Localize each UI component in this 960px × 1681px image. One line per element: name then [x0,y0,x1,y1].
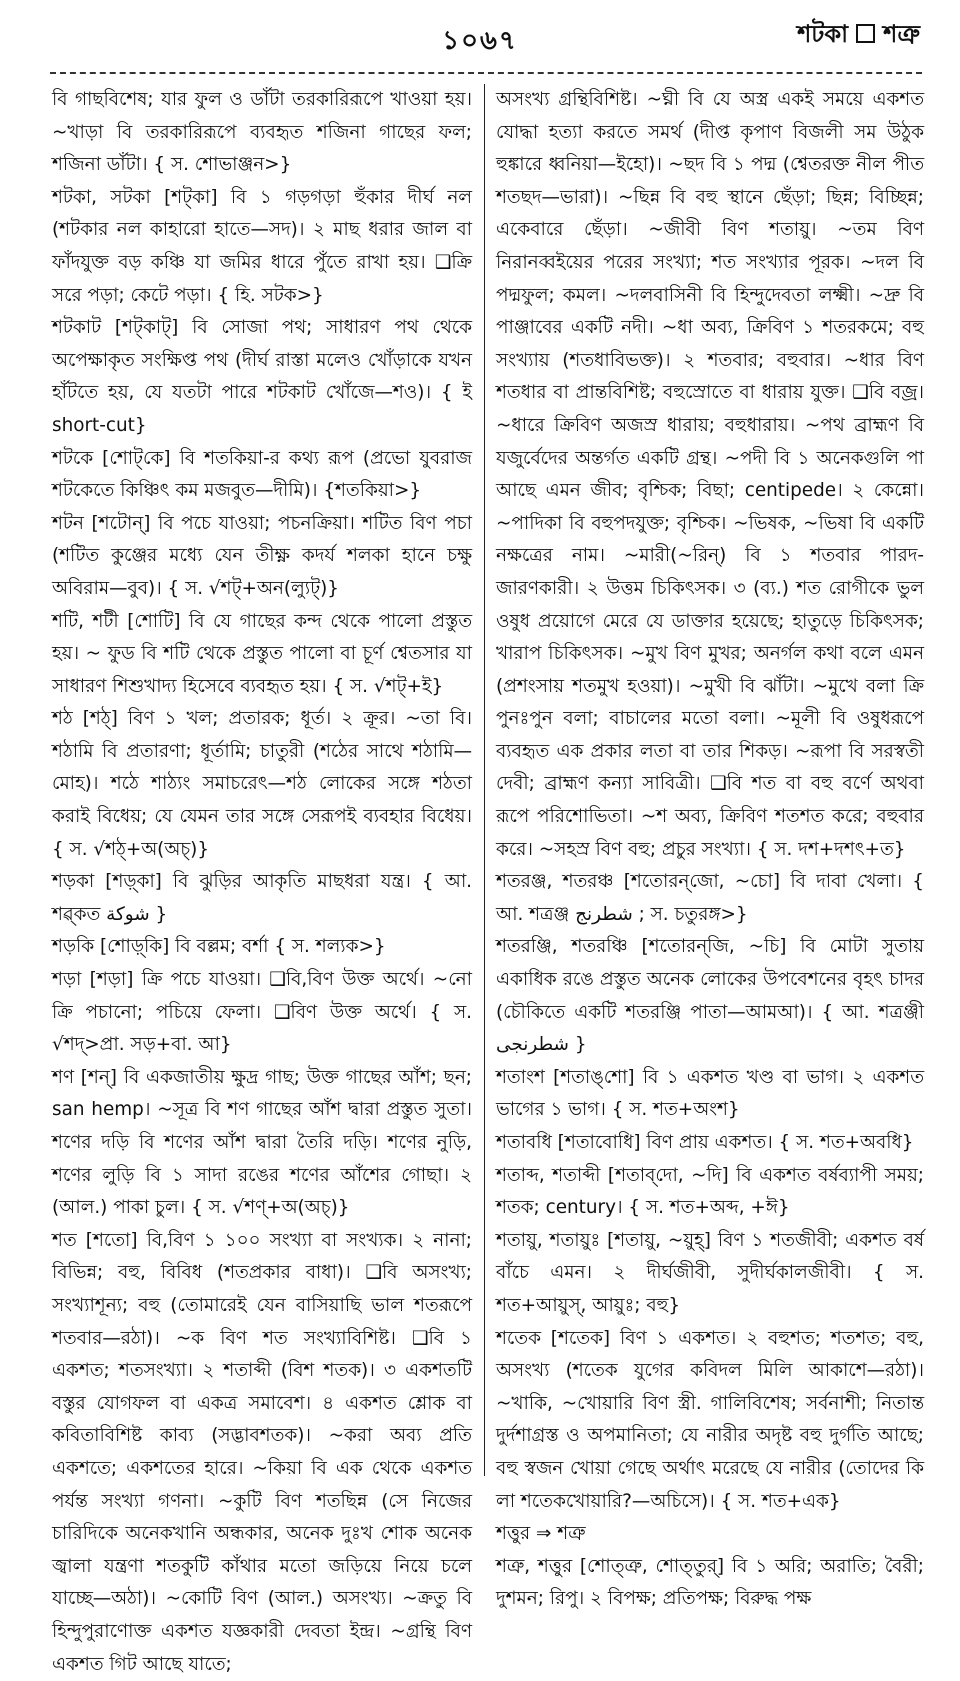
dictionary-entry: শতরঞ্জি, শতরঞ্চি [শতোরন্‌জি, ~চি] বি মোটা সুতায় একাধিক রঙে প্রস্তুত অনেক লোকের উপবেশনের বৃহৎ চাদর (চৌকিতে একটি শতরঞ্জি পাতা—আমআ)। { আ. শত্রঞ্জী شطرنجى } [496,936,924,1056]
column-divider [484,84,485,1476]
header-rule [50,72,922,74]
page-number: ১০৬৭ [442,26,518,56]
dictionary-entry: শত্তুর ⇒ শত্রু [496,1523,586,1545]
dictionary-entry: বি গাছবিশেষ; যার ফুল ও ডাঁটা তরকারিরূপে খাওয়া হয়। ~খাড়া বি তরকারিরূপে ব্যবহৃত শজিনা গাছের ফল; শজিনা ডাঁটা। { স. শোভাঞ্জন>} [52,89,472,176]
dictionary-entry: শতেক [শতেক] বিণ ১ একশত। ২ বহুশত; শতশত; বহু, অসংখ্য (শতেক যুগের কবিদল মিলি আকাশে—রঠা)। ~খাকি, ~খোয়ারি বিণ স্ত্রী. গালিবিশেষ; সর্বনাশী; নিতান্ত দুর্দশাগ্রস্ত ও অপমানিতা; যে নারীর অদৃষ্ট বহু দুর্গতি আছে; বহু স্বজন খোয়া গেছে অর্থাৎ মরেছে যে নারীর (তোদের কি লা শতেকখোয়ারি?—অচিসে)। { স. শত+এক} [496,1327,924,1512]
dictionary-entry: শতাব্দ, শতাব্দী [শতাব্‌দো, ~দি] বি একশত বর্ষব্যাপী সময়; শতক; century। { স. শত+অব্দ, +ঈ} [496,1164,924,1219]
dictionary-entry: শত্রু, শত্তুর [শোত্‌ত্রু, শোত্‌তুর্‌] বি ১ অরি; অরাতি; বৈরী; দুশমন; রিপু। ২ বিপক্ষ; প্রতিপক্ষ; বিরুদ্ধ পক্ষ [496,1555,924,1610]
dictionary-entry: অসংখ্য গ্রন্থিবিশিষ্ট। ~ঘ্নী বি যে অস্ত্র একই সময়ে একশত যোদ্ধা হত্যা করতে সমর্থ (দীপ্ত কৃপাণ বিজলী সম উঠুক হুঙ্কারে ধ্বনিয়া—ইহো)। ~ছদ বি ১ পদ্ম (শ্বেতরক্ত নীল পীত শতছদ—ভারা)। ~ছিন্ন বি বহু স্থানে ছেঁড়া; ছিন্ন; বিচ্ছিন্ন; একেবারে ছেঁড়া। ~জীবী বিণ শতায়ু। ~তম বিণ নিরানব্বইয়ের পরের সংখ্যা; শত সংখ্যার পূরক। ~দল বি পদ্মফুল; কমল। ~দলবাসিনী বি হিন্দুদেবতা লক্ষ্মী। ~দ্রু বি পাঞ্জাবের একটি নদী। ~ধা অব্য, ক্রিবিণ ১ শতরকমে; বহু সংখ্যায় (শতধাবিভক্ত)। ২ শতবার; বহুবার। ~ধার বিণ শতধার বা প্রান্তবিশিষ্ট; বহুস্রোতে বা ধারায় যুক্ত। ❑বি বজ্র। ~ধারে ক্রিবিণ অজস্র ধারায়; বহুধারায়। ~পথ ব্রাহ্মণ বি যজুর্বেদের অন্তর্গত একটি গ্রন্থ। ~পদী বি ১ অনেকগুলি পা আছে এমন জীব; বৃশ্চিক; বিছা; centipede। ২ কেন্নো। ~পাদিকা বি বহুপদযুক্ত; বৃশ্চিক। ~ভিষক, ~ভিষা বি একটি নক্ষত্রের নাম। ~মারী(~রিন্‌) বি ১ শতবার পারদ-জারণকারী। ২ উত্তম চিকিৎসক। ৩ (ব্য.) শত রোগীকে ভুল ওষুধ প্রয়োগে মেরে যে ডাক্তার হয়েছে; হাতুড়ে চিকিৎসক; খারাপ চিকিৎসক। ~মুখ বিণ মুখর; অনর্গল কথা বলে এমন (প্রশংসায় শতমুখ হওয়া)। ~মুখী বি ঝাঁটা। ~মুখে বলা ক্রি পুনঃপুন বলা; বাচালের মতো বলা। ~মূলী বি ওষুধরূপে ব্যবহৃত এক প্রকার লতা বা তার শিকড়। ~রূপা বি সরস্বতী দেবী; ব্রাহ্মণ কন্যা সাবিত্রী। ❑বি শত বা বহু বর্ণে অথবা রূপে পরিশোভিতা। ~শ অব্য, ক্রিবিণ শতশত করে; বহুবার করে। ~সহস্র বিণ বহু; প্রচুর সংখ্যা। { স. দশ+দশৎ+ত} [496,89,924,860]
separator-box-icon [856,24,875,43]
dictionary-entry: শঠ [শঠ্‌] বিণ ১ খল; প্রতারক; ধূর্ত। ২ ক্রূর। ~তা বি। শঠামি বি প্রতারণা; ধূর্তামি; চাতুরী (শঠের সাথে শঠামি—মোহ)। শঠে শাঠ্যং সমাচরেৎ—শঠ লোকের সঙ্গে শঠতা করাই বিধেয়; যে যেমন তার সঙ্গে সেরূপই ব্যবহার বিধেয়। { স. √শঠ্‌+অ(অচ্‌)} [52,708,472,860]
guide-word-last: শত্রু [883,20,920,48]
dictionary-entry: শণ [শন্‌] বি একজাতীয় ক্ষুদ্র গাছ; উক্ত গাছের আঁশ; ছন; san hemp। ~সূত্র বি শণ গাছের আঁশ দ্বারা প্রস্তুত সুতা। শণের দড়ি বি শণের আঁশ দ্বারা তৈরি দড়ি। শণের নুড়ি, শণের লুড়ি বি ১ সাদা রঙের শণের আঁশের গোছা। ২ (আল.) পাকা চুল। { স. √শণ্‌+অ(অচ্‌)} [52,1066,472,1219]
guide-word-first: শটকা [797,20,849,48]
left-column [52,84,472,1675]
dictionary-entry: শতাবধি [শতাবোধি] বিণ প্রায় একশত। { স. শত+অবধি} [496,1132,914,1153]
dictionary-entry: শটকে [শোট্‌কে] বি শতকিয়া-র কথ্য রূপ (প্রভো যুবরাজ শটকেতে কিঞ্চিৎ কম মজবুত—দীমি)। {শতকিয়া>} [52,447,472,502]
dictionary-entry: শড়কি [শোড়্‌কি] বি বল্লম; বর্শা { স. শল্যক>} [52,936,386,958]
dictionary-entry: শতরঞ্জ, শতরঞ্চ [শতোরন্‌জো, ~চো] বি দাবা খেলা। { আ. শত্রঞ্জ شطرنج ; স. চতুরঙ্গ>} [496,871,924,925]
dictionary-entry: শটন [শটোন্‌] বি পচে যাওয়া; পচনক্রিয়া। শটিত বিণ পচা (শটিত কুঞ্জের মধ্যে যেন তীক্ষ্ণ কদর্য শলকা হানে চক্ষু অবিরাম—বুব)। { স. √শট্‌+অন(ল্যুট্‌)} [52,512,472,599]
dictionary-entry: শড়কা [শড়্‌কা] বি ঝুড়ির আকৃতি মাছধরা যন্ত্র। { আ. শৱ্কত شوكة } [52,871,472,925]
dictionary-entry: শটকাট [শট্‌কাট্‌] বি সোজা পথ; সাধারণ পথ থেকে অপেক্ষাকৃত সংক্ষিপ্ত পথ (দীর্ঘ রাস্তা মলেও খোঁড়াকে যখন হাঁটতে হয়, যে যতটা পারে শটকাট খোঁজে—শও)। { ই short-cut} [52,317,472,436]
dictionary-entry: শটি, শটী [শোটি] বি যে গাছের কন্দ থেকে পালো প্রস্তুত হয়। ~ ফুড বি শটি থেকে প্রস্তুত পালো বা চূর্ণ শ্বেতসার যা সাধারণ শিশুখাদ্য হিসেবে ব্যবহৃত হয়। { স. √শট্‌+ই} [52,610,472,697]
guide-words [797,16,920,56]
dictionary-entry: শতায়ু, শতায়ুঃ [শতায়ু, ~য়ুহ্‌] বিণ ১ শতজীবী; একশত বর্ষ বাঁচে এমন। ২ দীর্ঘজীবী, সুদীর্ঘকালজীবী। { স. শত+আয়ুস্‌, আয়ুঃ; বহু} [496,1229,924,1316]
right-column [496,84,924,1610]
dictionary-entry: শতাংশ [শতাঙ্‌শো] বি ১ একশত খণ্ড বা ভাগ। ২ একশত ভাগের ১ ভাগ। { স. শত+অংশ} [496,1066,924,1121]
dictionary-entry: শত [শতো] বি,বিণ ১ ১০০ সংখ্যা বা সংখ্যক। ২ নানা; বিভিন্ন; বহু, বিবিধ (শতপ্রকার বাধা)। ❑বি অসংখ্য; সংখ্যাশূন্য; বহু (তোমারেই যেন বাসিয়াছি ভাল শতরূপে শতবার—রঠা)। ~ক বিণ শত সংখ্যাবিশিষ্ট। ❑বি ১ একশত; শতসংখ্যা। ২ শতাব্দী (বিশ শতক)। ৩ একশতটি বস্তুর যোগফল বা একত্র সমাবেশ। ৪ একশত শ্লোক বা কবিতাবিশিষ্ট কাব্য (সদ্ভাবশতক)। ~করা অব্য প্রতি একশতে; একশতের হারে। ~কিয়া বি এক থেকে একশত পর্যন্ত সংখ্যা গণনা। ~কুটি বিণ শতছিন্ন (সে নিজের চারিদিকে অনেকখানি অন্ধকার, অনেক দুঃখ শোক অনেক জ্বালা যন্ত্রণা শতকুটি কাঁথার মতো জড়িয়ে নিয়ে চলে যাচ্ছে—অঠা)। ~কোটি বিণ (আল.) অসংখ্য। ~ক্রতু বি হিন্দুপুরাণোক্ত একশত যজ্ঞকারী দেবতা ইন্দ্র। ~গ্রন্থি বিণ একশত গিট আছে যাতে; [52,1229,472,1675]
dictionary-entry: শটকা, সটকা [শট্‌কা] বি ১ গড়গড়া হুঁকার দীর্ঘ নল (শটকার নল কাহারো হাতে—সদ)। ২ মাছ ধরার জাল বা ফাঁদযুক্ত বড় কঞ্চি যা জমির ধারে পুঁতে রাখা হয়। ❑ক্রি সরে পড়া; কেটে পড়া। { হি. সটক>} [52,186,472,306]
dictionary-entry: শড়া [শড়া] ক্রি পচে যাওয়া। ❑বি,বিণ উক্ত অর্থে। ~নো ক্রি পচানো; পচিয়ে ফেলা। ❑বিণ উক্ত অর্থে। { স. √শদ্‌>প্রা. সড়+বা. আ} [52,969,472,1056]
